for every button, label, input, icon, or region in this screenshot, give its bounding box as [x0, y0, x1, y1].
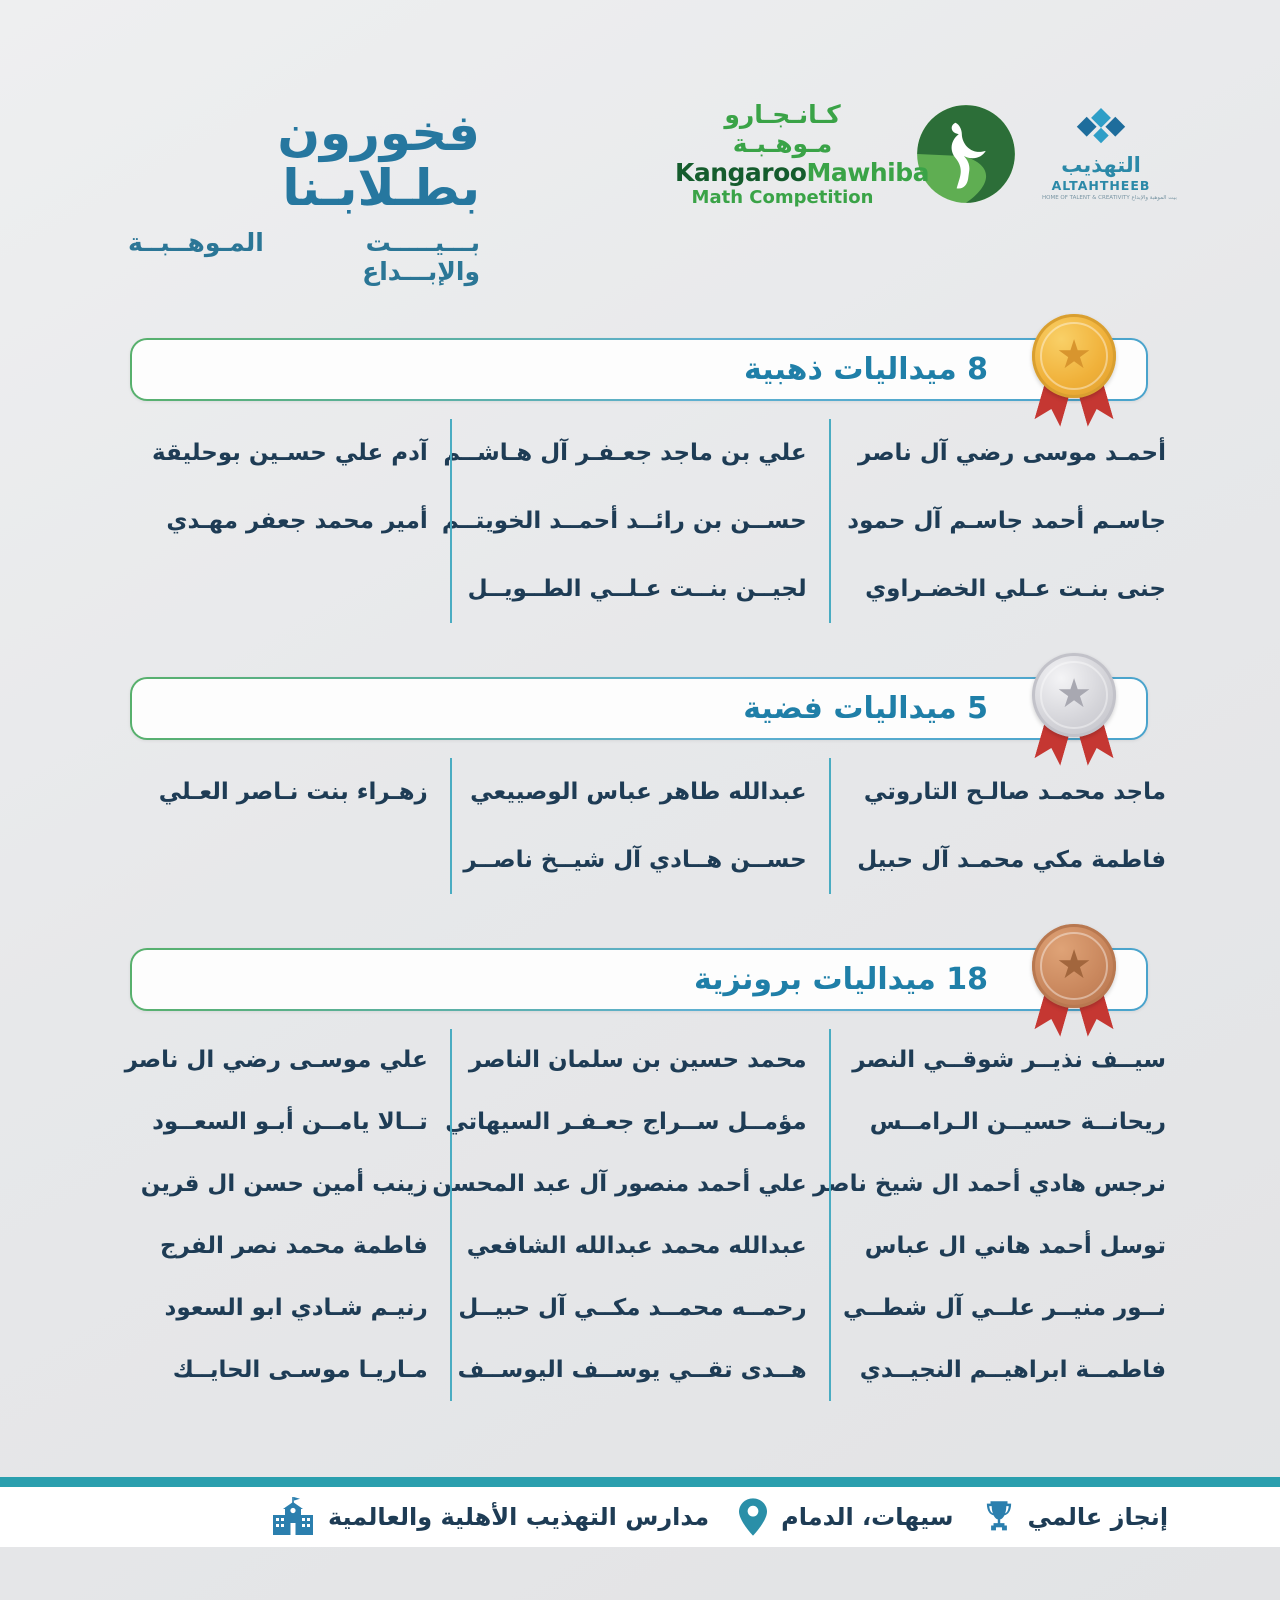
header: [0, 0, 1280, 286]
winner-name: زهـراء بنت نـاصر العـلي: [158, 779, 428, 805]
bronze-section-header: [130, 942, 1148, 1011]
gold-section: [130, 332, 1168, 623]
page-subtitle: بـــيـــــت المـوهــبــة والإبـــداع: [128, 228, 480, 286]
silver-column-left: [130, 758, 452, 894]
winner-name: محمد حسين بن سلمان الناصر: [468, 1047, 807, 1073]
kangaroo-latin-bold: Kangaroo: [675, 158, 807, 187]
bronze-names-grid: [124, 1029, 1168, 1401]
winner-name: زينب أمين حسن ال قرين: [140, 1171, 428, 1197]
footer-location-label: سيهات، الدمام: [781, 1503, 954, 1531]
silver-names-grid: [130, 758, 1168, 894]
gold-column-left: [130, 419, 452, 623]
winner-name: علي أحمد منصور آل عبد المحسن: [432, 1171, 807, 1197]
winner-name: فاطمــة ابراهيــم النجيــدي: [859, 1357, 1166, 1383]
bronze-coin: [1032, 924, 1116, 1008]
bronze-section: [124, 942, 1168, 1401]
altahtheeb-latin-name: ALTAHTHEEB: [1051, 178, 1151, 193]
altahtheeb-mark-icon: [1068, 107, 1134, 153]
footer-achievement: [984, 1500, 1169, 1534]
footer-accent-bar: [0, 1477, 1280, 1487]
kangaroo-icon: [914, 102, 1018, 206]
school-building-icon: [272, 1497, 314, 1537]
footer: [0, 1477, 1280, 1547]
altahtheeb-logo: [1042, 107, 1177, 201]
gold-section-title: 8 ميداليات ذهبية: [744, 352, 988, 387]
gold-coin: [1032, 314, 1116, 398]
winner-name: سيــف نذيــر شوقــي النصر: [852, 1047, 1166, 1073]
silver-column-middle: [452, 758, 831, 894]
winner-name: رنيـم شـادي ابو السعود: [164, 1295, 428, 1321]
footer-school: [272, 1497, 709, 1537]
winner-name: فاطمة مكي محمـد آل حبيل: [857, 847, 1166, 873]
star-icon: ★: [1056, 332, 1092, 378]
footer-strip: [0, 1487, 1280, 1547]
winner-name: عبدالله طاهر عباس الوصييعي: [470, 779, 807, 805]
kangaroo-tagline: Math Competition: [691, 187, 874, 208]
winner-name: نــور منيــر علــي آل شطــي: [842, 1295, 1166, 1321]
star-icon: ★: [1056, 671, 1092, 717]
silver-section: [130, 671, 1168, 894]
kangaroo-arabic-name: كـانـجـارو مـوهـبـة: [724, 100, 841, 158]
bronze-section-header-box: [132, 950, 1146, 1009]
gold-column-right: [831, 419, 1168, 623]
winner-name: أمير محمد جعفر مهـدي: [166, 508, 428, 534]
silver-section-title: 5 ميداليات فضية: [743, 691, 988, 726]
winner-name: ريحانــة حسيــن الـرامــس: [869, 1109, 1166, 1135]
silver-coin: [1032, 653, 1116, 737]
winner-name: لجيــن بنــت عـلــي الطــويــل: [467, 576, 807, 602]
kangaroo-latin-light: Mawhiba: [806, 158, 929, 187]
silver-section-header-box: [132, 679, 1146, 738]
winner-name: فاطمة محمد نصر الفرج: [159, 1233, 428, 1259]
winner-name: تــالا يامــن أبـو السعــود: [152, 1109, 428, 1135]
bronze-column-left: [124, 1029, 452, 1401]
kangaroo-latin-name: [675, 158, 929, 187]
winner-name: مؤمــل ســراج جعـفـر السيهاتي: [445, 1109, 807, 1135]
winner-name: حســن هــادي آل شيــخ ناصــر: [463, 847, 807, 873]
location-pin-icon: [739, 1498, 767, 1536]
winner-name: ماجد محمـد صالـح التاروتي: [863, 779, 1166, 805]
winner-name: توسل أحمد هاني ال عباس: [864, 1233, 1166, 1259]
gold-medal-icon: [1032, 314, 1116, 432]
winner-name: عبدالله محمد عبدالله الشافعي: [466, 1233, 807, 1259]
kangaroo-mawhiba-wordmark: [675, 100, 929, 208]
winner-name: رحمــه محمــد مكــي آل حبيــل: [458, 1295, 807, 1321]
winner-name: مـاريـا موسـى الحايــك: [172, 1357, 428, 1383]
footer-location: [739, 1498, 953, 1536]
silver-column-right: [831, 758, 1168, 894]
silver-medal-icon: [1032, 653, 1116, 771]
winner-name: أحمـد موسى رضي آل ناصر: [858, 440, 1166, 466]
trophy-icon: [984, 1500, 1014, 1534]
gold-column-middle: [441, 419, 831, 623]
footer-school-label: مدارس التهذيب الأهلية والعالمية: [327, 1503, 710, 1531]
star-icon: ★: [1056, 942, 1092, 988]
title-block: [128, 106, 480, 286]
silver-section-header: [130, 671, 1148, 740]
winner-name: آدم علي حسـين بوحليقة: [152, 440, 428, 466]
footer-achievement-label: إنجاز عالمي: [1027, 1503, 1169, 1531]
bronze-section-title: 18 ميداليات برونزية: [694, 962, 988, 997]
gold-names-grid: [130, 419, 1168, 623]
gold-section-header-box: [132, 340, 1146, 399]
winner-name: علي موسـى رضي ال ناصر: [124, 1047, 428, 1073]
logos-group: [675, 100, 1177, 208]
winner-name: هــدى تقــي يوســف اليوســف: [457, 1357, 807, 1383]
page-title: فخورون بطـلابـنا: [277, 104, 480, 217]
bronze-column-middle: [432, 1029, 831, 1401]
winner-name: علي بن ماجد جعـفـر آل هـاشــم: [443, 440, 807, 466]
bronze-medal-icon: [1032, 924, 1116, 1042]
altahtheeb-tagline: HOME OF TALENT & CREATIVITY بيت الموهبة والإبداع: [1042, 195, 1177, 201]
bronze-column-right: [813, 1029, 1168, 1401]
gold-section-header: [130, 332, 1148, 401]
winner-name: حســن بن رائــد أحمــد الخويتــم: [441, 508, 807, 534]
winner-name: جنى بنـت عـلي الخضـراوي: [865, 576, 1166, 602]
winner-name: جاسـم أحمد جاسـم آل حمود: [847, 508, 1166, 534]
winner-name: نرجس هادي أحمد ال شيخ ناصر: [813, 1171, 1166, 1197]
altahtheeb-arabic-name: التهذيب: [1061, 153, 1141, 177]
